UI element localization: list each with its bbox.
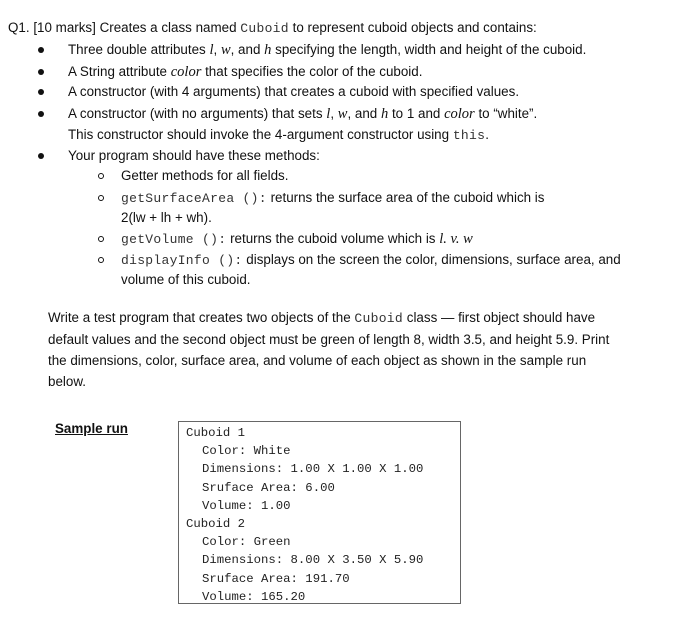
question-intro-end: to represent cuboid objects and contains: [292, 20, 537, 35]
class-name: Cuboid [240, 21, 289, 36]
bullet-dot [38, 89, 44, 95]
sample-output-box [178, 421, 461, 604]
method-getters: Getter methods for all fields. [121, 168, 289, 183]
bullet-attributes: Three double attributes l, w, and h specifying the length, width and height of the cuboid. [68, 42, 587, 58]
task-line-3: the dimensions, color, surface area, and volume of each object as shown in the sample run [48, 353, 587, 368]
sub-bullet-circle [98, 195, 104, 201]
question-header [8, 18, 537, 39]
method-get-surface-area: getSurfaceArea (): returns the surface area of the cuboid which is [121, 190, 545, 206]
question-number: Q1. [8, 20, 30, 35]
question-marks: [10 marks] [33, 20, 96, 35]
bullet-constructor-no-args: A constructor (with no arguments) that sets l, w, and h to 1 and color to “white”. [68, 106, 538, 122]
surface-area-formula: 2(lw + lh + wh). [121, 210, 212, 225]
bullet-dot [38, 153, 44, 159]
task-line-4: below. [48, 374, 86, 389]
display-info-continued: volume of this cuboid. [121, 272, 251, 287]
volume-formula: l. v. w [439, 231, 473, 247]
output-line: Color: White [202, 444, 291, 459]
sample-run-label: Sample run [55, 421, 128, 436]
bullet-methods-heading: Your program should have these methods: [68, 148, 320, 163]
bullet-dot [38, 47, 44, 53]
task-line-1: Write a test program that creates two objects of the Cuboid class — first object should have [48, 310, 596, 326]
method-get-volume: getVolume (): returns the cuboid volume which is l. v. w [121, 231, 473, 247]
task-paragraph [48, 307, 690, 392]
output-line: Dimensions: 8.00 X 3.50 X 5.90 [202, 553, 424, 568]
bullet-dot [38, 69, 44, 75]
output-line: Sruface Area: 6.00 [202, 480, 335, 495]
sub-bullet-circle [98, 257, 104, 263]
sub-bullet-circle [98, 173, 104, 179]
bullet-color-attribute: A String attribute color that specifies the color of the cuboid. [68, 64, 423, 80]
method-display-info: displayInfo (): displays on the screen the color, dimensions, surface area, and [121, 252, 621, 268]
bullet-dot [38, 111, 44, 117]
sub-bullet-circle [98, 236, 104, 242]
output-line: Color: Green [202, 535, 291, 550]
task-line-2: default values and the second object must be green of length 8, width 3.5, and height 5.9. Print [48, 332, 610, 347]
output-line: Volume: 1.00 [202, 498, 291, 513]
output-line: Cuboid 1 [186, 426, 246, 440]
this-keyword: this [452, 128, 486, 143]
output-line: Dimensions: 1.00 X 1.00 X 1.00 [202, 462, 424, 477]
output-line: Sruface Area: 191.70 [202, 571, 350, 586]
question-intro: Creates a class named [99, 20, 237, 35]
bullet-constructor-4-args: A constructor (with 4 arguments) that creates a cuboid with specified values. [68, 84, 520, 99]
output-line: Volume: 165.20 [202, 589, 306, 604]
bullet-constructor-note: This constructor should invoke the 4-argument constructor using this. [68, 127, 489, 143]
output-line: Cuboid 2 [186, 517, 246, 532]
